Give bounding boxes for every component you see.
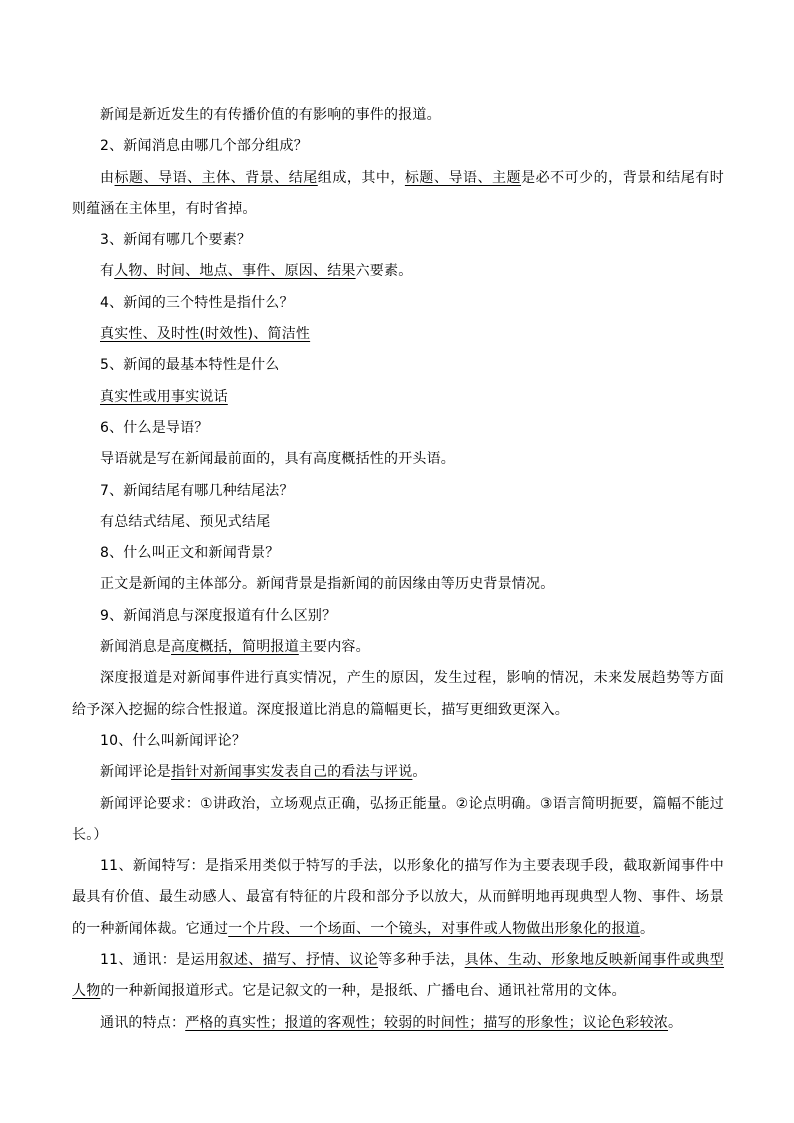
- correspondence-features-text: 通讯的特点：: [100, 1014, 186, 1031]
- feature-news-heading: 11、新闻特写：: [100, 858, 205, 875]
- answer-9a-text: 主要内容。: [298, 639, 370, 656]
- answer-4: [72, 319, 724, 350]
- answer-3-underline: 人物、时间、地点、事件、原因、结果: [114, 263, 356, 280]
- question-8: 8、什么叫正文和新闻背景？: [100, 545, 280, 562]
- answer-5-underline: 真实性或用事实说话: [100, 388, 228, 405]
- answer-2-text: 是必不可少的，背景和结尾有时则蕴涵在主体里，有时省掉。: [72, 169, 724, 217]
- correspondence-underline-2: 具体、生动、形象地反映新闻事件或典型人物: [72, 952, 725, 1000]
- question-9: 9、新闻消息与深度报道有什么区别？: [100, 607, 337, 624]
- answer-3-text: 有: [100, 263, 115, 280]
- feature-news-paragraph: [72, 851, 724, 945]
- answer-2-text: 由: [100, 169, 115, 186]
- feature-news-underline: 一个片段、一个场面、一个镜头，对事件或人物做出形象化的报道: [228, 920, 641, 937]
- question-10: 10、什么叫新闻评论？: [100, 732, 247, 749]
- answer-10b: 新闻评论要求：①讲政治，立场观点正确，弘扬正能量。②论点明确。③语言简明扼要，篇幅不能过长。）: [72, 795, 724, 843]
- answer-3: [72, 256, 724, 287]
- answer-10a-text: 。: [412, 764, 427, 781]
- answer-2-underline-1: 标题、导语、主体、背景、结尾: [114, 169, 318, 186]
- question-3: 3、新闻有哪几个要素？: [100, 232, 252, 249]
- answer-10a: [72, 757, 724, 788]
- answer-10a-underline: 指针对新闻事实发表自己的看法与评说: [171, 764, 413, 781]
- question-2: 2、新闻消息由哪几个部分组成？: [100, 138, 308, 155]
- correspondence-heading: 11、通讯：: [100, 952, 177, 969]
- question-7: 7、新闻结尾有哪几种结尾法？: [100, 482, 294, 499]
- question-5: 5、新闻的最基本特性是什么: [100, 357, 280, 374]
- answer-9a: [72, 632, 724, 663]
- answer-2-text: 组成，其中，: [317, 169, 405, 186]
- feature-news-text: 。: [640, 920, 655, 937]
- correspondence-text: 的一种新闻报道形式。它是记叙文的一种，是报纸、广播电台、通讯社常用的文体。: [100, 983, 626, 1000]
- answer-10a-text: 新闻评论是: [100, 764, 171, 781]
- correspondence-features-underline: 严格的真实性；报道的客观性；较弱的时间性；描写的形象性；议论色彩较浓: [185, 1014, 669, 1031]
- document-body: [72, 100, 724, 1039]
- answer-3-text: 六要素。: [355, 263, 413, 280]
- correspondence-text: 等多种手法，: [378, 952, 465, 969]
- answer-5: [72, 382, 724, 413]
- correspondence-features: [72, 1008, 724, 1039]
- answer-9a-underline: 高度概括，简明报道: [171, 639, 299, 656]
- question-6: 6、什么是导语？: [100, 419, 209, 436]
- answer-4-underline: 真实性、及时性(时效性)、简洁性: [100, 326, 311, 343]
- answer-2-underline-2: 标题、导语、主题: [404, 169, 522, 186]
- news-definition: 新闻是新近发生的有传播价值的有影响的事件的报道。: [100, 107, 441, 123]
- question-4: 4、新闻的三个特性是指什么？: [100, 294, 294, 311]
- answer-6: 导语就是写在新闻最前面的，具有高度概括性的开头语。: [100, 451, 455, 468]
- correspondence-features-text: 。: [668, 1014, 683, 1031]
- answer-7: 有总结式结尾、预见式结尾: [100, 513, 271, 530]
- answer-9b: 深度报道是对新闻事件进行真实情况，产生的原因，发生过程，影响的情况，未来发展趋势等方面给予深入挖掘的综合性报道。深度报道比消息的篇幅更长，描写更细致更深入。: [72, 670, 724, 718]
- correspondence-underline-1: 叙述、描写、抒情、议论: [219, 952, 379, 969]
- feature-news-text: 是指采用类似于特写的手法，以形象化的描写作为主要表现手段，截取新闻事件中最具有价值、最生动感人、最富有特征的片段和部分予以放大，从而鲜明地再现典型人物、事件、场景的一种新闻体裁。它通过: [72, 858, 724, 937]
- correspondence-text: 是运用: [176, 952, 220, 969]
- answer-2: [72, 163, 724, 226]
- correspondence-paragraph: [72, 945, 724, 1008]
- answer-8: 正文是新闻的主体部分。新闻背景是指新闻的前因缘由等历史背景情况。: [100, 576, 555, 593]
- answer-9a-text: 新闻消息是: [100, 639, 171, 656]
